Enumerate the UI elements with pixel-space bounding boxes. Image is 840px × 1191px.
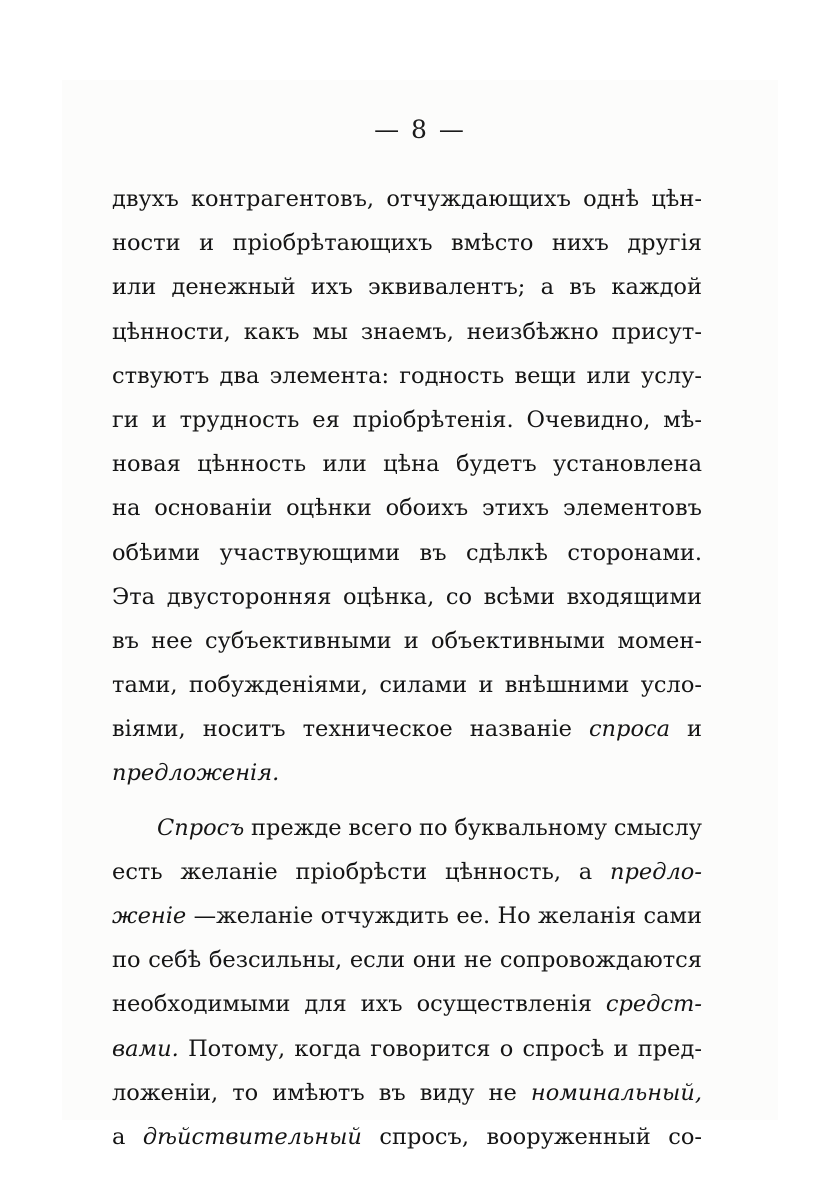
word: побужденіями,: [188, 672, 369, 699]
word: спросѣ: [522, 1035, 605, 1062]
word: субъективными: [205, 627, 392, 654]
word: однѣ: [583, 186, 640, 212]
word: мы: [312, 318, 348, 345]
word: Спросъ: [157, 814, 245, 841]
word: какъ: [243, 318, 300, 345]
word: носитъ: [202, 716, 286, 743]
word: а: [578, 858, 593, 885]
paragraph-gap: [112, 796, 702, 806]
word: имѣютъ: [272, 1079, 365, 1106]
text-line: [112, 938, 702, 982]
text-line: [112, 221, 702, 265]
word: Потому,: [188, 1035, 286, 1062]
word: мѣ-: [663, 406, 702, 433]
word: они: [412, 947, 457, 974]
word: если: [349, 947, 406, 974]
text-line: [112, 707, 702, 751]
word: оцѣнка,: [343, 583, 435, 610]
word: цѣн-: [651, 186, 702, 212]
word: себѣ: [148, 947, 202, 974]
word: буквальному: [454, 814, 608, 841]
text-line: [112, 486, 702, 530]
word: когда: [294, 1035, 362, 1062]
word: необходимыми: [112, 991, 291, 1018]
word: нихъ: [551, 230, 609, 257]
word: и: [199, 230, 215, 257]
word: объективными: [430, 627, 606, 654]
word: въ: [419, 539, 447, 566]
text-line: [112, 894, 702, 938]
word: входящими: [566, 583, 702, 610]
text-line: [112, 265, 702, 309]
word: по: [112, 947, 141, 974]
word: пріобрѣтающихъ: [232, 230, 433, 257]
word: по: [419, 814, 448, 841]
text-line: [112, 1071, 702, 1115]
word: или: [322, 451, 367, 478]
text-line: [112, 663, 702, 707]
word: ложеніи,: [112, 1079, 219, 1106]
word: номинальный,: [530, 1079, 702, 1106]
word: два: [219, 362, 260, 389]
word: не: [463, 947, 493, 974]
text-line: [112, 177, 702, 221]
body-text: [112, 177, 702, 1159]
word: техническое: [302, 716, 453, 743]
text-line: [112, 751, 702, 795]
word: віями,: [112, 716, 186, 743]
word: Очевидно,: [526, 406, 651, 433]
word: момен-: [617, 627, 702, 654]
word: этихъ: [482, 495, 550, 522]
word: о: [499, 1035, 514, 1062]
word: прежде: [251, 814, 342, 841]
word: предло-: [610, 858, 702, 885]
text-line: [112, 806, 702, 850]
word: отчуждающихъ: [386, 186, 571, 212]
word: смыслу: [613, 814, 702, 841]
text-line: [112, 619, 702, 663]
word: двусторонняя: [166, 583, 332, 610]
word: безсильны,: [208, 947, 343, 974]
text-line: [112, 1115, 702, 1159]
word: а: [112, 1123, 126, 1150]
word: и: [686, 716, 702, 743]
word: для: [304, 991, 347, 1018]
word: пред-: [637, 1035, 702, 1062]
word: Но: [497, 903, 531, 929]
word: оцѣнки: [286, 495, 372, 522]
word: есть: [112, 858, 163, 885]
word: усло-: [640, 672, 702, 699]
word: двухъ: [112, 186, 179, 212]
paragraph: [112, 806, 702, 1160]
word: контрагентовъ,: [190, 186, 375, 212]
word: эквивалентъ;: [368, 274, 526, 301]
text-line: [112, 575, 702, 619]
word: всѣми: [483, 583, 555, 610]
word: участвующими: [219, 539, 401, 566]
word: будетъ: [455, 451, 537, 478]
word: ствуютъ: [112, 362, 210, 389]
word: каждой: [611, 274, 702, 301]
word: со-: [668, 1123, 702, 1150]
word: установлена: [553, 451, 702, 478]
text-line: [112, 398, 702, 442]
page-number: — 8 —: [374, 115, 466, 144]
word: неизбѣжно: [466, 318, 599, 345]
word: годность: [399, 362, 505, 389]
text-line: [112, 442, 702, 486]
word: всего: [348, 814, 413, 841]
word: денежный: [171, 274, 296, 301]
word: трудность: [179, 406, 300, 433]
word: другія: [627, 230, 702, 257]
text-line: [112, 310, 702, 354]
word: цѣнность,: [444, 858, 561, 885]
word: желаніе: [180, 858, 278, 885]
word: отчуждить: [320, 903, 450, 929]
word: элемента:: [269, 362, 390, 389]
word: со: [445, 583, 473, 610]
word: —желаніе: [193, 903, 314, 929]
word: цѣна: [383, 451, 440, 478]
word: тами,: [112, 672, 178, 699]
word: присут-: [611, 318, 702, 345]
text-line: [112, 850, 702, 894]
word: цѣнность: [197, 451, 307, 478]
word: ности: [112, 230, 181, 257]
word: внѣшними: [504, 672, 630, 699]
word: пріобрѣтенія.: [352, 406, 514, 433]
word: или: [586, 362, 631, 389]
text-line: [112, 531, 702, 575]
word: въ: [378, 1079, 406, 1106]
word: средст-: [605, 991, 702, 1018]
word: ее.: [456, 903, 491, 929]
word: сторонами.: [567, 539, 702, 566]
text-line: [112, 354, 702, 398]
word: сами: [643, 903, 702, 929]
word: Эта: [112, 583, 156, 610]
word: виду: [419, 1079, 475, 1106]
word: и: [478, 672, 494, 699]
word: ихъ: [360, 991, 403, 1018]
word: обоихъ: [385, 495, 469, 522]
word: то: [232, 1079, 259, 1106]
word: желанія: [538, 903, 637, 929]
word: предложенія.: [112, 760, 280, 787]
word: сдѣлкѣ: [465, 539, 548, 566]
word: спросъ,: [379, 1123, 469, 1150]
word: въ: [112, 627, 139, 654]
word: элементовъ: [562, 495, 702, 522]
word: силами: [379, 672, 468, 699]
word: ея: [312, 406, 340, 433]
word: услу-: [640, 362, 702, 389]
word: не: [488, 1079, 517, 1106]
text-line: [112, 1027, 702, 1071]
word: говорится: [370, 1035, 491, 1062]
word: ги: [112, 406, 139, 433]
word: названіе: [469, 716, 572, 743]
word: нее: [151, 627, 193, 654]
text-line: [112, 982, 702, 1026]
word: и: [151, 406, 167, 433]
paragraph: [112, 177, 702, 796]
word: основаніи: [154, 495, 273, 522]
word: осуществленія: [416, 991, 592, 1018]
word: вами.: [112, 1035, 179, 1062]
word: новая: [112, 451, 181, 478]
word: ихъ: [310, 274, 353, 301]
word: цѣнности,: [112, 318, 231, 345]
word: а: [540, 274, 554, 301]
word: въ: [569, 274, 597, 301]
word: на: [112, 495, 141, 522]
word: спроса: [588, 716, 671, 743]
word: женіе: [112, 903, 187, 929]
word: обѣими: [112, 539, 201, 566]
word: вооруженный: [486, 1123, 651, 1150]
word: пріобрѣсти: [295, 858, 428, 885]
word: дѣйствительный: [142, 1123, 362, 1150]
word: знаемъ,: [360, 318, 454, 345]
word: и: [613, 1035, 629, 1062]
word: или: [112, 274, 157, 301]
word: вещи: [514, 362, 577, 389]
word: сопровождаются: [499, 947, 702, 974]
word: и: [403, 627, 419, 654]
word: вмѣсто: [451, 230, 534, 257]
